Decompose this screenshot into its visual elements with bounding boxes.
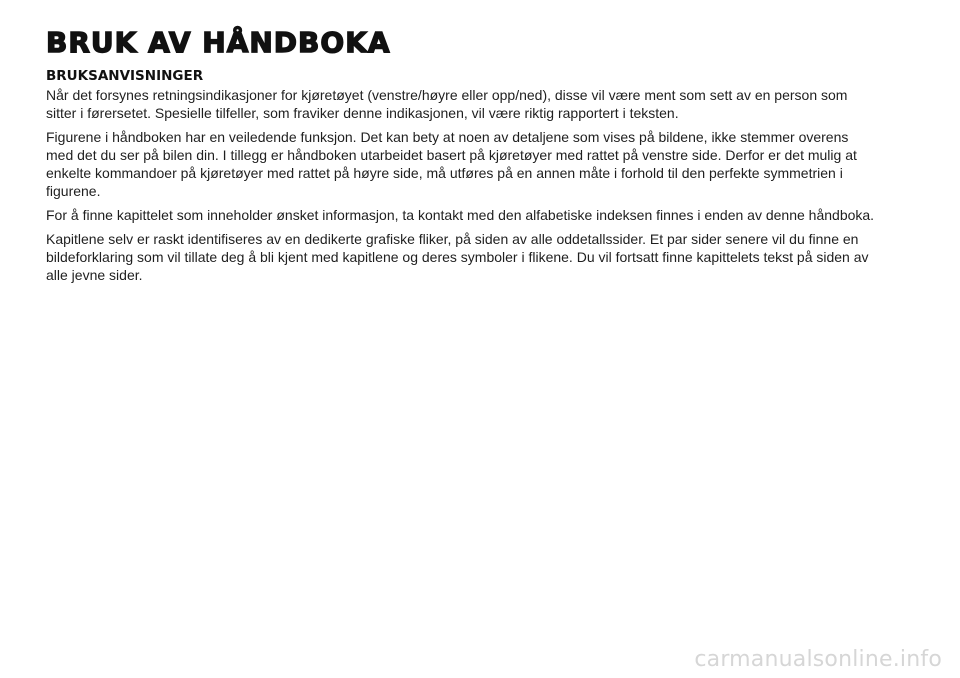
paragraph-directions: Når det forsynes retningsindikasjoner for kjøretøyet (venstre/høyre eller opp/ned), disse vil være ment som sett av en person som sitter i førersetet. Spesielle tilfeller, som fraviker denne indikasjonen, vil være riktig rapportert i teksten. [46,87,848,121]
paragraph-index: For å finne kapittelet som inneholder ønsket informasjon, ta kontakt med den alfabetiske indeksen finnes i enden av denne håndboka. [46,207,875,223]
page-title: BRUK AV HÅNDBOKA [46,26,391,59]
section-heading: BRUKSANVISNINGER [46,68,204,84]
document-page [46,26,876,290]
paragraph-figures: Figurene i håndboken har en veiledende funksjon. Det kan bety at noen av detaljene som vises på bildene, ikke stemmer overens med det du ser på bilen din. I tillegg er håndboken utarbeidet basert på kjøretøyer med rattet på venstre side. Derfor er det mulig at enkelte kommandoer på kjøretøyer med rattet på høyre side, må utføres på en annen måte i forhold til den perfekte symmetrien i figurene. [46,129,857,199]
watermark-text: carmanualsonline.info [694,647,942,672]
paragraph-chapters: Kapitlene selv er raskt identifiseres av en dedikerte grafiske fliker, på siden av alle oddetallssider. Et par sider senere vil du finne en bildeforklaring som vil tillate deg å bli kjent med kapitlene og deres symboler i flikene. Du vil fortsatt finne kapittelets tekst på siden av alle jevne sider. [46,231,869,283]
